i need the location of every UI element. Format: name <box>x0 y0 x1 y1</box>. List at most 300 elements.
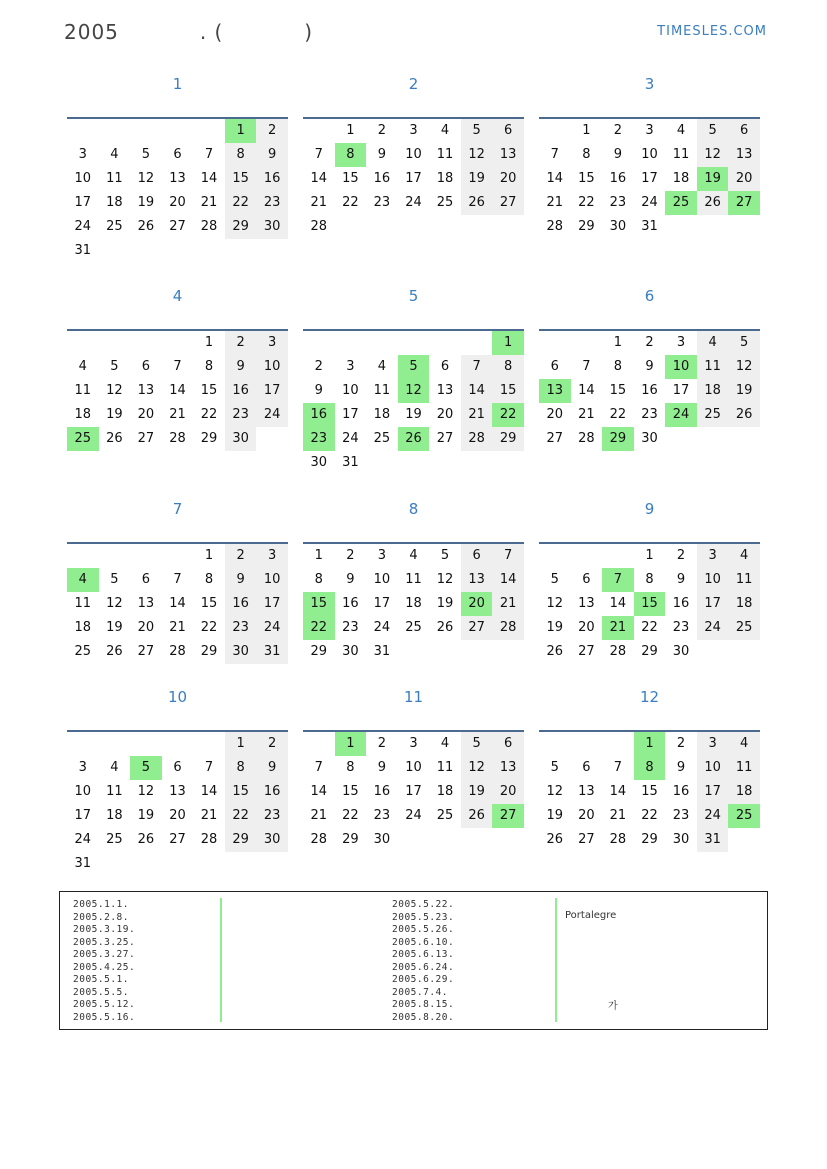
empty-cell <box>429 828 461 852</box>
day-cell: 16 <box>373 784 391 799</box>
day-cell: 14 <box>492 568 524 592</box>
week-row <box>67 756 288 780</box>
day-cell: 7 <box>204 147 214 162</box>
day-cell: 20 <box>169 195 186 210</box>
day-cell: 16 <box>672 596 690 611</box>
legend-divider-left <box>220 898 222 1022</box>
site-link[interactable]: TIMESLES.COM <box>657 24 767 39</box>
day-cell: 19 <box>697 167 729 191</box>
day-cell: 19 <box>461 780 493 804</box>
week-row <box>303 640 524 664</box>
empty-cell <box>130 544 162 568</box>
day-cell: 26 <box>106 431 123 446</box>
day-cell: 1 <box>225 119 257 143</box>
empty-cell <box>130 331 162 355</box>
day-cell: 27 <box>137 431 155 446</box>
day-cell: 13 <box>169 784 186 799</box>
day-cell: 7 <box>173 359 182 374</box>
day-cell: 2 <box>613 123 623 138</box>
day-cell: 12 <box>106 596 123 611</box>
day-cell: 7 <box>314 760 323 775</box>
location-name: Portalegre <box>565 910 617 921</box>
day-cell: 17 <box>697 780 729 804</box>
day-cell: 5 <box>141 147 151 162</box>
empty-cell <box>162 852 194 876</box>
week-row <box>67 544 288 568</box>
day-cell: 5 <box>110 359 119 374</box>
day-cell: 22 <box>225 191 257 215</box>
day-cell: 17 <box>405 171 422 186</box>
holiday-date: 2005.5.23. <box>392 911 455 923</box>
month-9 <box>539 497 760 659</box>
day-cell: 11 <box>106 171 123 186</box>
holiday-date: 2005.3.19. <box>73 924 136 935</box>
empty-cell <box>162 119 194 143</box>
week-row <box>67 616 288 640</box>
week-row <box>67 732 288 756</box>
empty-cell <box>728 215 760 239</box>
day-cell: 21 <box>310 808 328 823</box>
day-cell: 8 <box>335 143 367 167</box>
day-cell: 17 <box>697 592 729 616</box>
holiday-date: 2005.5.16. <box>73 1011 136 1023</box>
day-cell: 6 <box>173 147 182 162</box>
day-cell: 2 <box>377 123 387 138</box>
empty-cell <box>398 331 430 355</box>
day-cell: 26 <box>546 644 564 659</box>
empty-cell <box>193 119 225 143</box>
day-cell: 18 <box>436 171 454 186</box>
day-cell: 8 <box>204 359 214 374</box>
day-cell: 23 <box>373 195 391 210</box>
day-cell: 22 <box>641 808 658 823</box>
day-cell: 20 <box>492 780 524 804</box>
day-cell: 15 <box>634 592 666 616</box>
day-cell: 24 <box>256 616 288 640</box>
day-cell: 15 <box>492 379 524 403</box>
day-cell: 28 <box>578 431 595 446</box>
week-row <box>303 355 524 379</box>
day-cell: 16 <box>342 596 359 611</box>
week-row <box>67 191 288 215</box>
day-cell: 23 <box>373 808 391 823</box>
day-cell: 1 <box>314 548 323 563</box>
day-cell: 17 <box>641 171 658 186</box>
day-cell: 5 <box>130 756 162 780</box>
day-cell: 8 <box>346 760 355 775</box>
day-cell: 19 <box>436 596 454 611</box>
day-cell: 27 <box>546 431 564 446</box>
day-cell: 1 <box>204 548 214 563</box>
day-cell: 18 <box>697 379 729 403</box>
day-cell: 22 <box>492 403 524 427</box>
day-cell: 14 <box>310 784 328 799</box>
holiday-date: 2005.1.1. <box>73 899 129 910</box>
week-row <box>303 191 524 215</box>
day-cell: 16 <box>303 403 335 427</box>
empty-cell <box>256 239 288 263</box>
day-cell: 31 <box>74 243 92 258</box>
day-cell: 18 <box>728 592 760 616</box>
empty-cell <box>99 732 131 756</box>
day-cell: 27 <box>578 644 595 659</box>
day-cell: 2 <box>377 736 387 751</box>
day-cell: 2 <box>314 359 323 374</box>
day-cell: 14 <box>609 596 627 611</box>
week-row <box>67 119 288 143</box>
day-cell: 7 <box>550 147 559 162</box>
empty-cell <box>461 451 493 475</box>
month-grid <box>539 117 760 239</box>
month-title: 9 <box>644 500 655 518</box>
day-cell: 29 <box>225 828 257 852</box>
week-row <box>539 616 760 640</box>
week-row <box>539 143 760 167</box>
day-cell: 3 <box>78 760 87 775</box>
empty-cell <box>539 544 571 568</box>
day-cell: 10 <box>74 171 92 186</box>
day-cell: 2 <box>645 335 654 350</box>
day-cell: 5 <box>728 331 760 355</box>
empty-cell <box>697 427 729 451</box>
day-cell: 7 <box>582 359 591 374</box>
day-cell: 4 <box>728 544 760 568</box>
day-cell: 8 <box>204 572 214 587</box>
day-cell: 8 <box>314 572 323 587</box>
day-cell: 8 <box>634 756 666 780</box>
day-cell: 29 <box>342 832 359 847</box>
day-cell: 19 <box>106 620 123 635</box>
day-cell: 26 <box>137 832 155 847</box>
day-cell: 15 <box>303 592 335 616</box>
day-cell: 15 <box>225 167 257 191</box>
day-cell: 3 <box>377 548 387 563</box>
day-cell: 21 <box>546 195 564 210</box>
empty-cell <box>398 640 430 664</box>
week-row <box>303 379 524 403</box>
day-cell: 11 <box>728 568 760 592</box>
day-cell: 25 <box>74 644 92 659</box>
week-row <box>539 732 760 756</box>
day-cell: 13 <box>492 143 524 167</box>
day-cell: 1 <box>613 335 623 350</box>
empty-cell <box>99 544 131 568</box>
day-cell: 6 <box>440 359 450 374</box>
day-cell: 30 <box>373 832 391 847</box>
day-cell: 25 <box>373 431 391 446</box>
week-row <box>67 355 288 379</box>
day-cell: 22 <box>578 195 595 210</box>
page-title: 2005 . ( ) <box>64 20 314 44</box>
day-cell: 4 <box>78 359 87 374</box>
day-cell: 30 <box>672 644 690 659</box>
day-cell: 22 <box>342 195 359 210</box>
day-cell: 3 <box>409 736 418 751</box>
day-cell: 11 <box>697 355 729 379</box>
day-cell: 19 <box>137 808 155 823</box>
day-cell: 29 <box>492 427 524 451</box>
week-row <box>539 215 760 239</box>
day-cell: 8 <box>645 572 654 587</box>
week-row <box>303 451 524 475</box>
day-cell: 16 <box>672 784 690 799</box>
day-cell: 10 <box>256 568 288 592</box>
day-cell: 21 <box>602 616 634 640</box>
day-cell: 24 <box>405 195 422 210</box>
month-grid <box>539 730 760 852</box>
day-cell: 14 <box>546 171 564 186</box>
day-cell: 6 <box>492 732 524 756</box>
day-cell: 10 <box>74 784 92 799</box>
day-cell: 13 <box>539 379 571 403</box>
month-7 <box>67 497 288 659</box>
empty-cell <box>665 427 697 451</box>
empty-cell <box>429 331 461 355</box>
day-cell: 2 <box>676 548 686 563</box>
week-row <box>67 167 288 191</box>
day-cell: 7 <box>314 147 323 162</box>
week-row <box>67 640 288 664</box>
empty-cell <box>130 239 162 263</box>
day-cell: 22 <box>225 804 257 828</box>
day-cell: 20 <box>492 167 524 191</box>
day-cell: 4 <box>697 331 729 355</box>
day-cell: 28 <box>169 431 186 446</box>
day-cell: 3 <box>346 359 355 374</box>
day-cell: 23 <box>672 808 690 823</box>
day-cell: 31 <box>74 856 92 871</box>
day-cell: 9 <box>314 383 323 398</box>
month-title: 5 <box>408 287 419 305</box>
day-cell: 19 <box>546 808 564 823</box>
day-cell: 23 <box>672 620 690 635</box>
day-cell: 21 <box>200 195 218 210</box>
day-cell: 9 <box>377 760 387 775</box>
day-cell: 30 <box>225 427 257 451</box>
day-cell: 28 <box>200 832 218 847</box>
day-cell: 21 <box>461 403 493 427</box>
day-cell: 14 <box>461 379 493 403</box>
day-cell: 14 <box>169 596 186 611</box>
holiday-list-left <box>73 899 135 1024</box>
day-cell: 17 <box>74 195 92 210</box>
empty-cell <box>665 215 697 239</box>
day-cell: 5 <box>461 732 493 756</box>
week-row <box>303 732 524 756</box>
empty-cell <box>303 732 335 756</box>
day-cell: 22 <box>641 620 658 635</box>
day-cell: 20 <box>137 407 155 422</box>
day-cell: 6 <box>173 760 182 775</box>
day-cell: 29 <box>602 427 634 451</box>
week-row <box>303 119 524 143</box>
day-cell: 30 <box>672 832 690 847</box>
holiday-date: 2005.3.25. <box>73 936 136 948</box>
day-cell: 28 <box>310 832 328 847</box>
week-row <box>303 616 524 640</box>
day-cell: 4 <box>409 548 418 563</box>
legend-footnote: 가 <box>608 1001 618 1012</box>
day-cell: 28 <box>461 427 493 451</box>
empty-cell <box>162 732 194 756</box>
day-cell: 13 <box>137 596 155 611</box>
day-cell: 5 <box>461 119 493 143</box>
day-cell: 20 <box>578 808 595 823</box>
week-row <box>539 167 760 191</box>
holiday-date: 2005.5.1. <box>73 974 129 985</box>
day-cell: 14 <box>200 171 218 186</box>
day-cell: 26 <box>728 403 760 427</box>
day-cell: 26 <box>398 427 430 451</box>
day-cell: 22 <box>200 620 218 635</box>
day-cell: 11 <box>436 147 454 162</box>
month-title: 6 <box>644 287 655 305</box>
day-cell: 13 <box>461 568 493 592</box>
holiday-date: 2005.6.13. <box>392 949 455 960</box>
day-cell: 27 <box>492 191 524 215</box>
day-cell: 12 <box>697 143 729 167</box>
day-cell: 12 <box>546 784 564 799</box>
day-cell: 8 <box>225 143 257 167</box>
week-row <box>303 568 524 592</box>
week-row <box>303 828 524 852</box>
day-cell: 4 <box>377 359 387 374</box>
day-cell: 15 <box>578 171 595 186</box>
day-cell: 27 <box>578 832 595 847</box>
empty-cell <box>67 732 99 756</box>
month-title: 2 <box>408 75 419 93</box>
day-cell: 27 <box>436 431 454 446</box>
day-cell: 25 <box>697 403 729 427</box>
day-cell: 22 <box>200 407 218 422</box>
day-cell: 6 <box>141 359 151 374</box>
day-cell: 3 <box>256 544 288 568</box>
day-cell: 14 <box>200 784 218 799</box>
day-cell: 29 <box>200 644 218 659</box>
day-cell: 14 <box>169 383 186 398</box>
day-cell: 10 <box>256 355 288 379</box>
week-row <box>67 852 288 876</box>
month-title: 3 <box>644 75 655 93</box>
empty-cell <box>67 331 99 355</box>
day-cell: 1 <box>346 123 355 138</box>
empty-cell <box>429 640 461 664</box>
month-title: 12 <box>639 688 660 706</box>
day-cell: 5 <box>440 548 450 563</box>
day-cell: 1 <box>645 548 654 563</box>
day-cell: 5 <box>697 119 729 143</box>
month-3 <box>539 72 760 234</box>
day-cell: 25 <box>405 620 422 635</box>
day-cell: 15 <box>225 780 257 804</box>
day-cell: 23 <box>256 804 288 828</box>
day-cell: 7 <box>602 568 634 592</box>
day-cell: 5 <box>550 572 559 587</box>
month-grid <box>539 542 760 664</box>
day-cell: 28 <box>492 616 524 640</box>
empty-cell <box>492 451 524 475</box>
day-cell: 11 <box>728 756 760 780</box>
month-title: 4 <box>172 287 183 305</box>
day-cell: 22 <box>303 616 335 640</box>
holiday-list-right <box>392 899 454 1024</box>
week-row <box>303 780 524 804</box>
week-row <box>539 756 760 780</box>
empty-cell <box>225 852 257 876</box>
day-cell: 16 <box>609 171 627 186</box>
day-cell: 19 <box>461 167 493 191</box>
day-cell: 27 <box>169 219 186 234</box>
day-cell: 18 <box>373 407 391 422</box>
empty-cell <box>99 331 131 355</box>
month-grid <box>303 542 524 664</box>
day-cell: 24 <box>665 403 697 427</box>
day-cell: 4 <box>440 123 450 138</box>
day-cell: 17 <box>74 808 92 823</box>
day-cell: 30 <box>342 644 359 659</box>
day-cell: 19 <box>728 379 760 403</box>
day-cell: 26 <box>546 832 564 847</box>
week-row <box>303 215 524 239</box>
day-cell: 25 <box>728 616 760 640</box>
day-cell: 21 <box>609 808 627 823</box>
day-cell: 31 <box>342 455 359 470</box>
empty-cell <box>335 331 367 355</box>
holiday-date: 2005.6.10. <box>392 936 455 948</box>
day-cell: 13 <box>492 756 524 780</box>
month-1 <box>67 72 288 258</box>
empty-cell <box>366 215 398 239</box>
day-cell: 11 <box>106 784 123 799</box>
week-row <box>539 828 760 852</box>
day-cell: 15 <box>342 784 359 799</box>
day-cell: 27 <box>492 804 524 828</box>
day-cell: 1 <box>225 732 257 756</box>
week-row <box>539 640 760 664</box>
day-cell: 7 <box>204 760 214 775</box>
month-12 <box>539 685 760 847</box>
week-row <box>539 804 760 828</box>
day-cell: 3 <box>645 123 654 138</box>
empty-cell <box>571 732 603 756</box>
day-cell: 24 <box>74 219 92 234</box>
holiday-date: 2005.5.22. <box>392 899 455 910</box>
day-cell: 21 <box>492 592 524 616</box>
empty-cell <box>728 828 760 852</box>
week-row <box>303 756 524 780</box>
month-title: 8 <box>408 500 419 518</box>
day-cell: 25 <box>436 195 454 210</box>
day-cell: 15 <box>200 596 218 611</box>
month-grid <box>67 730 288 876</box>
day-cell: 6 <box>582 760 591 775</box>
day-cell: 15 <box>342 171 359 186</box>
day-cell: 7 <box>492 544 524 568</box>
day-cell: 13 <box>137 383 155 398</box>
empty-cell <box>193 239 225 263</box>
empty-cell <box>303 331 335 355</box>
day-cell: 29 <box>578 219 595 234</box>
day-cell: 20 <box>461 592 493 616</box>
day-cell: 18 <box>728 780 760 804</box>
day-cell: 24 <box>373 620 391 635</box>
day-cell: 10 <box>373 572 391 587</box>
day-cell: 6 <box>728 119 760 143</box>
day-cell: 5 <box>398 355 430 379</box>
day-cell: 3 <box>697 544 729 568</box>
day-cell: 9 <box>346 572 355 587</box>
day-cell: 3 <box>78 147 87 162</box>
